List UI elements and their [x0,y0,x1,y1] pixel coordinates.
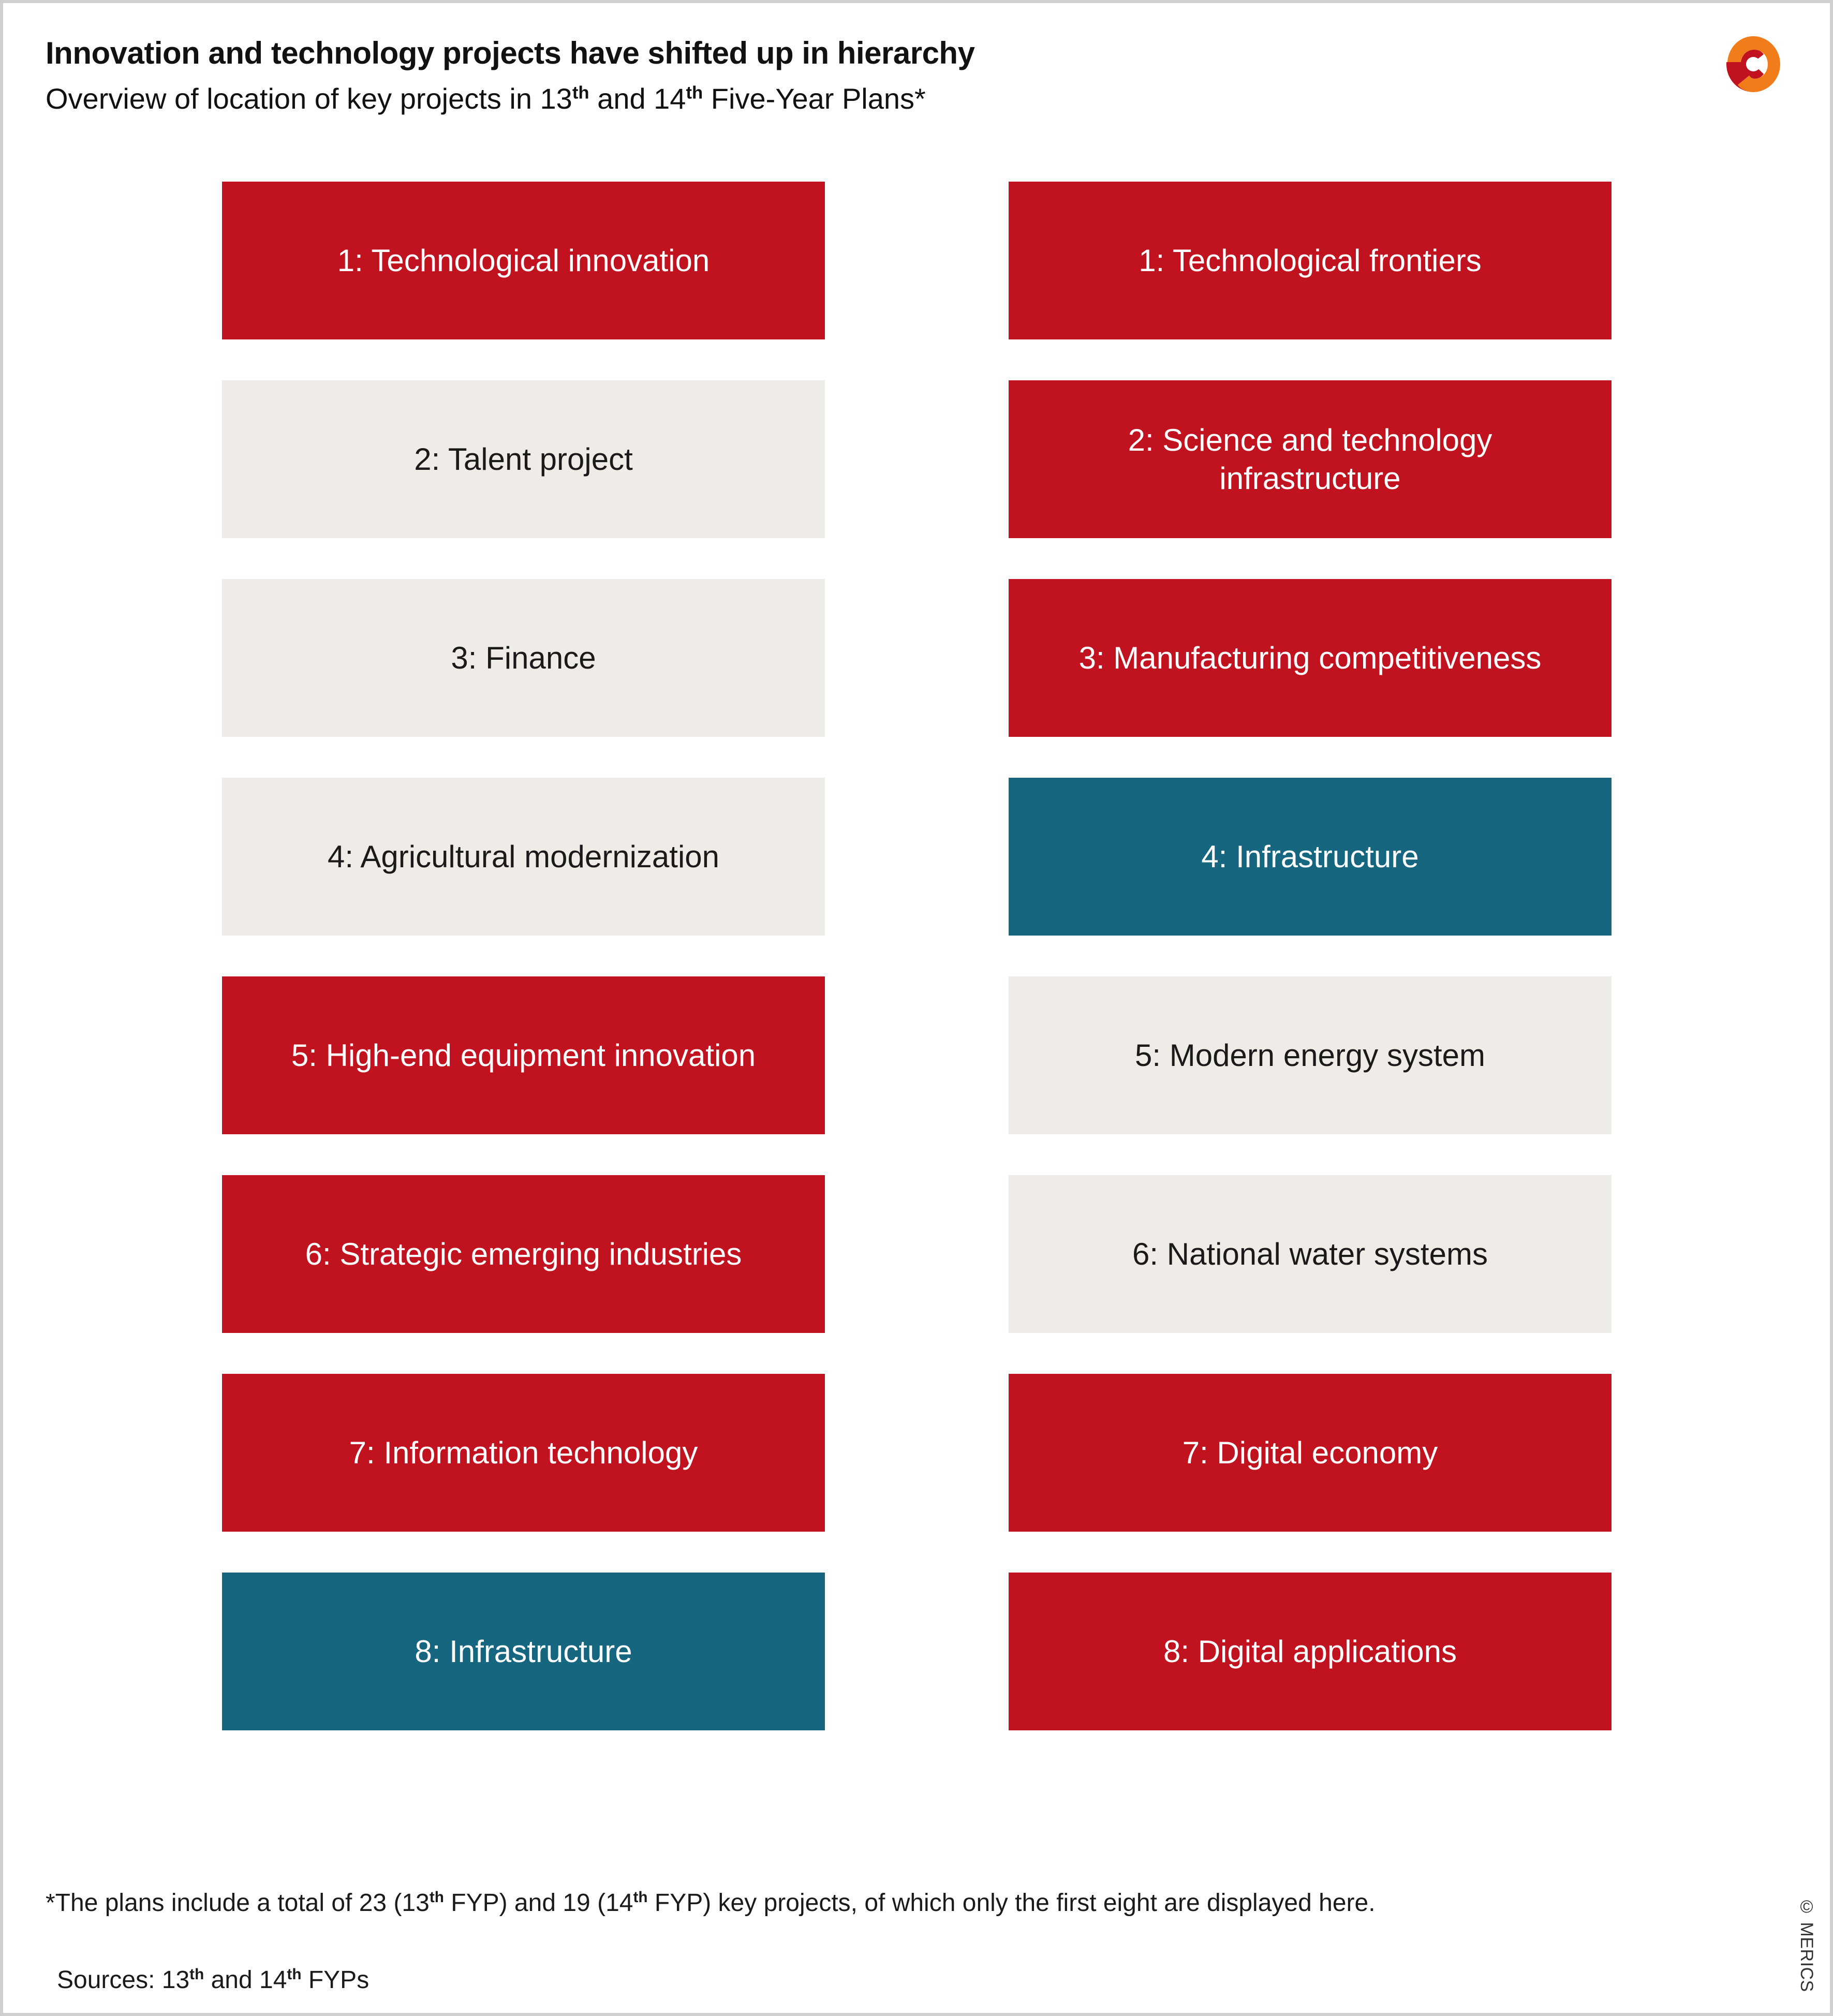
footnote-part-3: FYP) key projects, of which only the first eight are displayed here. [647,1889,1376,1917]
sources-text [57,1964,1737,1997]
project-box[interactable] [222,1573,825,1730]
merics-logo-icon [1722,33,1784,95]
project-label: 7: Information technology [349,1435,698,1470]
project-label: 4: Agricultural modernization [327,839,720,874]
project-box[interactable] [1009,1573,1612,1730]
footnote-part-2: FYP) and 19 (14 [444,1889,633,1917]
project-box[interactable] [1009,1175,1612,1333]
sources-part-1: Sources: 13 [57,1966,190,1994]
project-box[interactable] [222,182,825,339]
project-label: 2: Talent project [414,441,633,477]
project-label: 6: National water systems [1132,1236,1488,1271]
project-columns [3,182,1830,1837]
footnotes [46,1887,1737,1997]
project-label: 2: Science and technology infrastructure [1128,423,1492,496]
header [46,35,1726,116]
page-title: Innovation and technology projects have shifted up in hierarchy [46,36,975,70]
project-box[interactable] [222,1374,825,1532]
subtitle-text-3: Five-Year Plans* [703,82,926,115]
footnote-ordinal-2: th [633,1889,648,1906]
project-box[interactable] [222,976,825,1134]
sources-ordinal-2: th [287,1965,302,1983]
project-label: 1: Technological frontiers [1139,243,1482,278]
project-box[interactable] [222,1175,825,1333]
subtitle-ordinal-2: th [686,83,703,103]
footnote-text [46,1887,1737,1920]
sources-part-3: FYPs [301,1966,369,1994]
project-label: 8: Infrastructure [415,1634,632,1669]
subtitle-text-1: Overview of location of key projects in 13 [46,82,572,115]
project-box[interactable] [222,579,825,737]
project-box[interactable] [1009,1374,1612,1532]
column-14th-fyp [1009,182,1612,1771]
project-box[interactable] [1009,380,1612,538]
project-box[interactable] [1009,182,1612,339]
project-box[interactable] [222,778,825,936]
project-label: 7: Digital economy [1182,1435,1438,1470]
project-label: 3: Manufacturing competitiveness [1078,640,1542,675]
copyright-label: © MERICS [1797,1897,1816,1992]
project-label: 1: Technological innovation [337,243,710,278]
footnote-ordinal-1: th [429,1889,444,1906]
project-label: 4: Infrastructure [1201,839,1419,874]
column-13th-fyp [222,182,825,1771]
project-box[interactable] [222,380,825,538]
project-label: 3: Finance [451,640,596,675]
project-box[interactable] [1009,778,1612,936]
subtitle-ordinal-1: th [572,83,589,103]
footnote-part-1: *The plans include a total of 23 (13 [46,1889,430,1917]
page-subtitle [46,81,1726,116]
project-box[interactable] [1009,579,1612,737]
project-box[interactable] [1009,976,1612,1134]
project-label: 6: Strategic emerging industries [305,1236,742,1271]
project-label: 5: High-end equipment innovation [291,1037,756,1073]
project-label: 5: Modern energy system [1135,1037,1485,1073]
sources-part-2: and 14 [204,1966,287,1994]
subtitle-text-2: and 14 [589,82,686,115]
project-label: 8: Digital applications [1163,1634,1457,1669]
sources-ordinal-1: th [189,1965,204,1983]
